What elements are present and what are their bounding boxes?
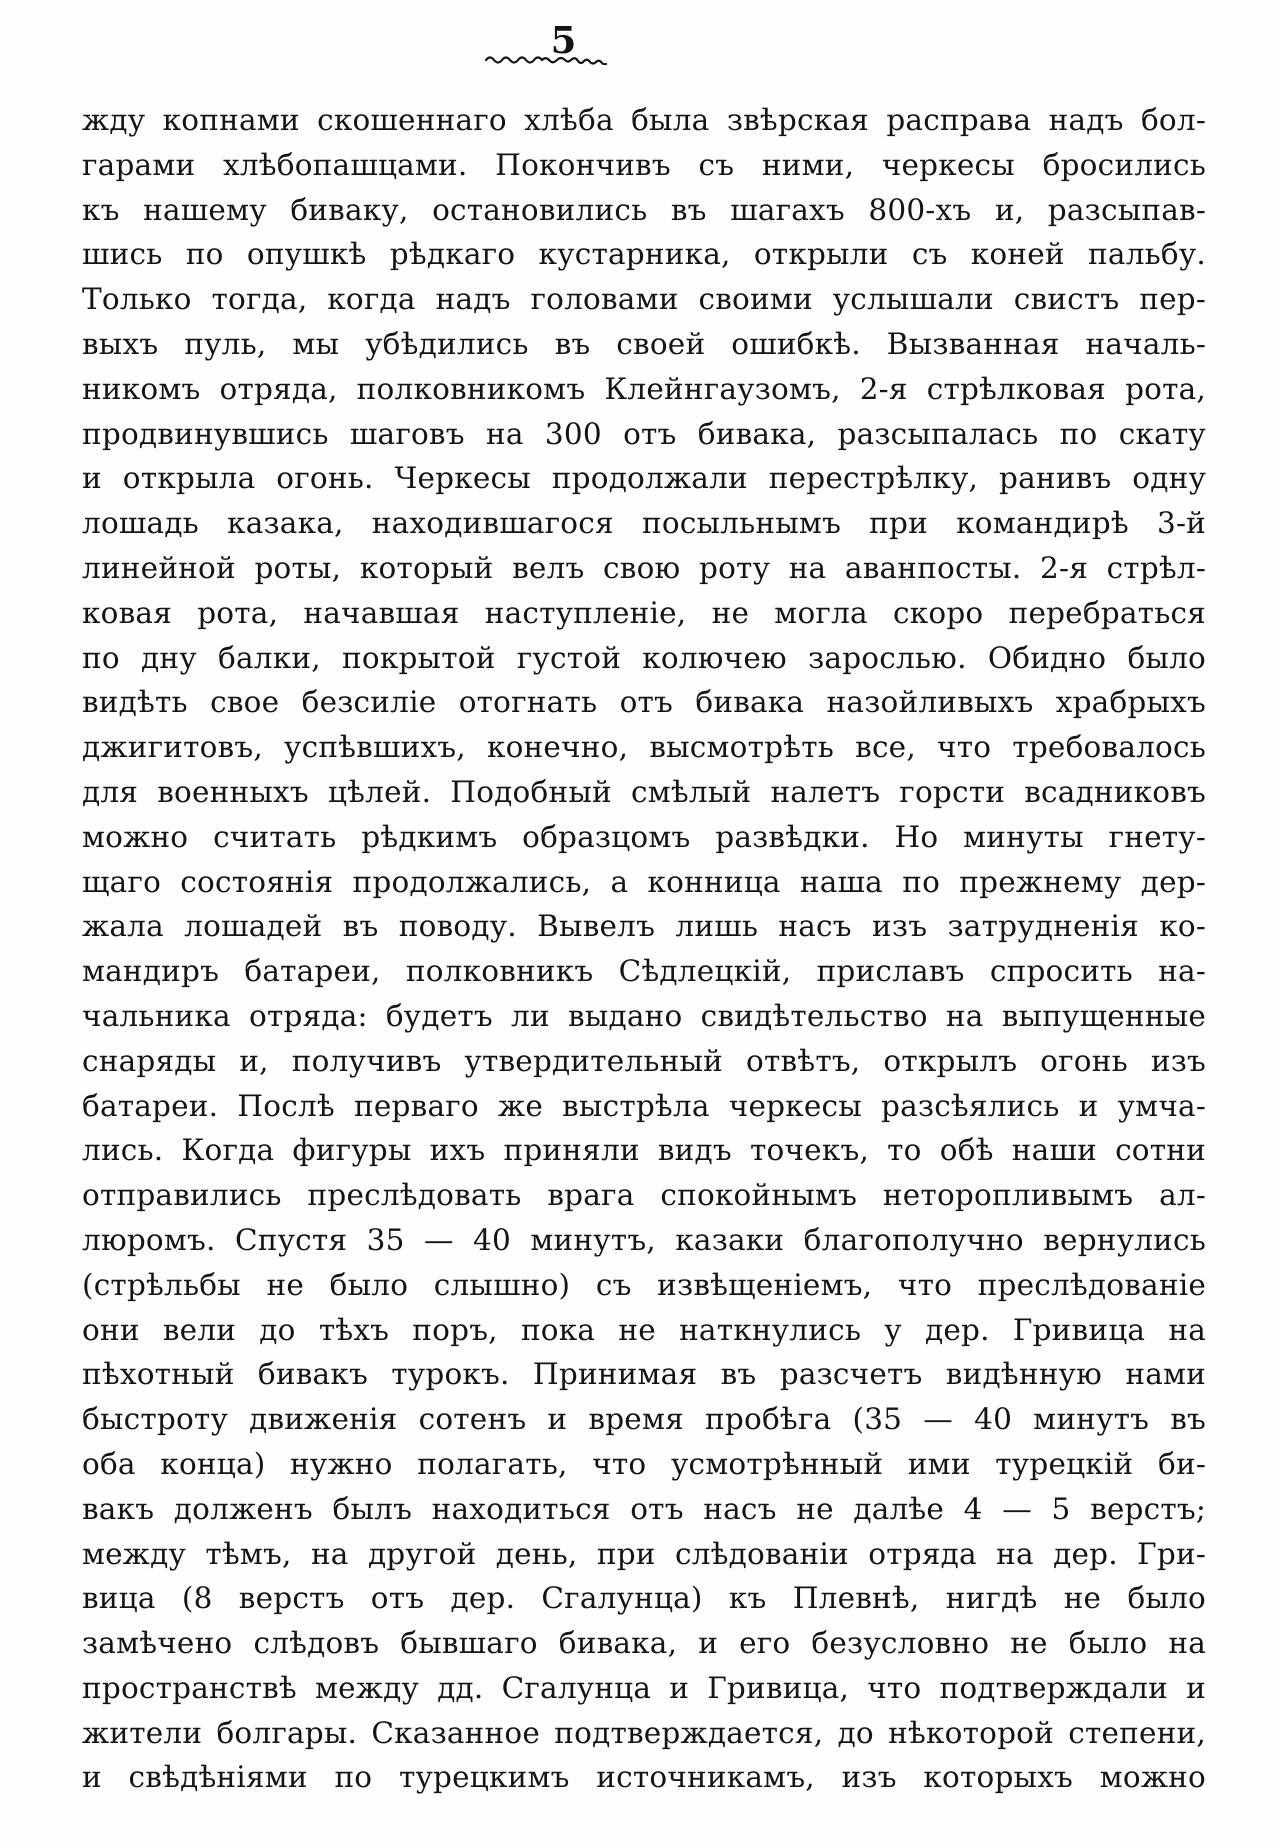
text-line: пространствѣ между дд. Сгалунца и Гривица, что подтверждали и [82,1670,1206,1705]
page-header [430,18,670,65]
text-line: Только тогда, когда надъ головами своими услышали свистъ пер- [82,282,1206,317]
text-line: быстроту движенія сотенъ и время пробѣга (35 — 40 минутъ въ [82,1402,1206,1437]
text-line: вица (8 верстъ отъ дер. Сгалунца) къ Плевнѣ, нигдѣ не было [82,1581,1206,1616]
text-line: продвинувшись шаговъ на 300 отъ бивака, разсыпалась по скату [82,416,1206,451]
text-line: для военныхъ цѣлей. Подобный смѣлый налетъ горсти всадниковъ [82,774,1206,809]
text-line: люромъ. Спустя 35 — 40 минутъ, казаки благополучно вернулись [82,1222,1206,1257]
text-line: видѣть свое безсиліе отогнать отъ бивака назойливыхъ храбрыхъ [82,685,1206,720]
text-line: жители болгары. Сказанное подтверждается, до нѣкоторой степени, [82,1715,1206,1750]
text-line: пѣхотный бивакъ турокъ. Принимая въ разсчетъ видѣнную нами [82,1357,1206,1392]
text-line: и свѣдѣніями по турецкимъ источникамъ, изъ которыхъ можно [82,1760,1206,1795]
text-line: между тѣмъ, на другой день, при слѣдованіи отряда на дер. Гри- [82,1536,1206,1571]
text-line: лись. Когда фигуры ихъ приняли видъ точекъ, то обѣ наши сотни [82,1133,1206,1168]
text-line: и открыла огонь. Черкесы продолжали перестрѣлку, ранивъ одну [82,461,1206,496]
text-line: никомъ отряда, полковникомъ Клейнгаузомъ, 2-я стрѣлковая рота, [82,371,1206,406]
text-line: линейной роты, который велъ свою роту на аванпосты. 2-я стрѣл- [82,550,1206,585]
text-line: шись по опушкѣ рѣдкаго кустарника, открыли съ коней пальбу. [82,237,1206,272]
text-line: можно считать рѣдкимъ образцомъ развѣдки. Но минуты гнету- [82,819,1206,854]
text-line: замѣчено слѣдовъ бывшаго бивака, и его безусловно не было на [82,1626,1206,1661]
page-number: 5 [550,18,578,62]
text-line: они вели до тѣхъ поръ, пока не наткнулись у дер. Гривица на [82,1312,1206,1347]
text-line: отправились преслѣдовать врага спокойнымъ неторопливымъ ал- [82,1178,1206,1213]
text-line: батареи. Послѣ перваго же выстрѣла черкесы разсѣялись и умча- [82,1088,1206,1123]
text-line: оба конца) нужно полагать, что усмотрѣнный ими турецкій би- [82,1446,1206,1481]
text-line: гарами хлѣбопашцами. Покончивъ съ ними, черкесы бросились [82,147,1206,182]
text-line: лошадь казака, находившагося посыльнымъ при командирѣ 3-й [82,506,1206,541]
text-line: жду копнами скошеннаго хлѣба была звѣрская расправа надъ бол- [82,103,1206,137]
text-line: выхъ пуль, мы убѣдились въ своей ошибкѣ. Вызванная началь- [82,326,1206,361]
text-line: мандиръ батареи, полковникъ Сѣдлецкій, приславъ спросить на- [82,954,1206,989]
text-line: снаряды и, получивъ утвердительный отвѣтъ, открылъ огонь изъ [82,1043,1206,1078]
text-line: къ нашему биваку, остановились въ шагахъ 800-хъ и, разсыпав- [82,192,1206,227]
text-line: жала лошадей въ поводу. Вывелъ лишь насъ изъ затрудненія ко- [82,909,1206,944]
text-block [82,98,1206,1800]
text-line: щаго состоянія продолжались, а конница наша по прежнему дер- [82,864,1206,899]
text-line: чальника отряда: будетъ ли выдано свидѣтельство на выпущенные [82,998,1206,1033]
text-line: ковая рота, начавшая наступленіе, не могла скоро перебраться [82,595,1206,630]
text-line: джигитовъ, успѣвшихъ, конечно, высмотрѣть все, что требовалось [82,730,1206,765]
text-line: (стрѣльбы не было слышно) съ извѣщеніемъ, что преслѣдованіе [82,1267,1206,1302]
text-line: по дну балки, покрытой густой колючею зарослью. Обидно было [82,640,1206,675]
text-line: вакъ долженъ былъ находиться отъ насъ не далѣе 4 — 5 верстъ; [82,1491,1206,1526]
